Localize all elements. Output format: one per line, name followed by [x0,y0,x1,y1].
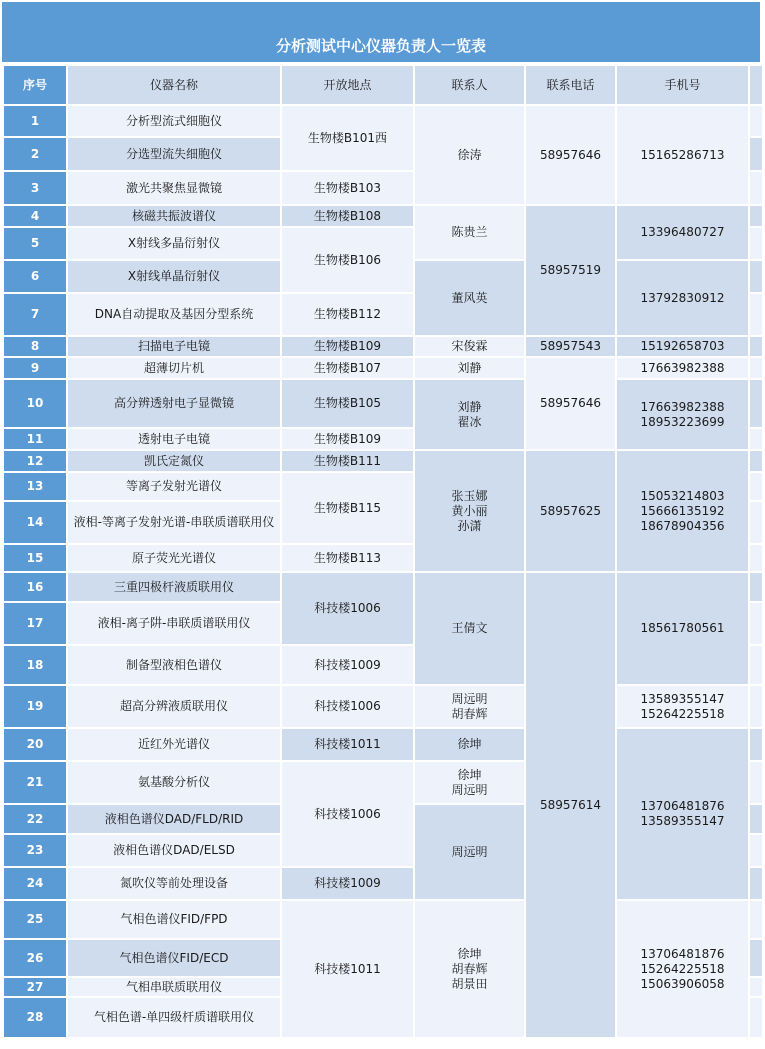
mobile-cell: 13706481876 15264225518 15063906058 [616,900,749,1038]
edge-cell [749,939,763,977]
location-cell: 生物楼B112 [281,293,414,336]
phone-cell: 58957646 [525,357,616,450]
location-cell: 科技楼1006 [281,685,414,728]
instrument-name: 制备型液相色谱仪 [67,645,281,685]
row-no: 19 [3,685,67,728]
table-row [3,450,763,472]
header-instrument: 仪器名称 [67,65,281,105]
table-row [3,379,763,428]
row-no: 12 [3,450,67,472]
edge-cell [749,900,763,939]
location-cell: 生物楼B115 [281,472,414,544]
instrument-name: X射线多晶衍射仪 [67,227,281,260]
instrument-name: 液相-等离子发射光谱-串联质谱联用仪 [67,501,281,544]
contact-cell: 王倩文 [414,572,525,685]
row-no: 7 [3,293,67,336]
row-no: 14 [3,501,67,544]
row-no: 15 [3,544,67,572]
contact-cell: 徐坤 胡春辉 胡景田 [414,900,525,1038]
instrument-name: 氨基酸分析仪 [67,761,281,804]
location-cell: 生物楼B101西 [281,105,414,171]
table-row [3,900,763,939]
instrument-name: 液相色谱仪DAD/ELSD [67,834,281,867]
table-row [3,105,763,137]
edge-cell [749,293,763,336]
table-row [3,336,763,357]
contact-cell: 周远明 [414,804,525,900]
row-no: 21 [3,761,67,804]
row-no: 28 [3,997,67,1038]
instrument-name: 气相色谱-单四级杆质谱联用仪 [67,997,281,1038]
contact-cell: 张玉娜 黄小丽 孙潇 [414,450,525,572]
instrument-name: 分选型流失细胞仪 [67,137,281,171]
contact-cell: 刘静 [414,357,525,379]
location-cell: 生物楼B105 [281,379,414,428]
row-no: 24 [3,867,67,900]
instrument-name: 激光共聚焦显微镜 [67,171,281,205]
mobile-cell: 15053214803 15666135192 18678904356 [616,450,749,572]
edge-cell [749,379,763,428]
row-no: 9 [3,357,67,379]
header-edge [749,65,763,105]
edge-cell [749,572,763,602]
row-no: 27 [3,977,67,997]
location-cell: 科技楼1006 [281,761,414,867]
contact-cell: 陈贵兰 [414,205,525,260]
location-cell: 生物楼B106 [281,227,414,293]
mobile-cell: 18561780561 [616,572,749,685]
phone-cell: 58957614 [525,572,616,1038]
row-no: 2 [3,137,67,171]
row-no: 8 [3,336,67,357]
table-row [3,572,763,602]
instrument-name: 等离子发射光谱仪 [67,472,281,501]
location-cell: 生物楼B113 [281,544,414,572]
edge-cell [749,834,763,867]
row-no: 10 [3,379,67,428]
mobile-cell: 13396480727 [616,205,749,260]
mobile-cell: 15192658703 [616,336,749,357]
instrument-name: 三重四极杆液质联用仪 [67,572,281,602]
instrument-name: 气相色谱仪FID/FPD [67,900,281,939]
contact-cell: 徐坤 周远明 [414,761,525,804]
row-no: 11 [3,428,67,450]
location-cell: 生物楼B103 [281,171,414,205]
instrument-name: 气相色谱仪FID/ECD [67,939,281,977]
edge-cell [749,728,763,761]
contact-cell: 徐涛 [414,105,525,205]
header-contact: 联系人 [414,65,525,105]
table-row [3,357,763,379]
header-row [3,65,763,105]
contact-cell: 宋俊霖 [414,336,525,357]
edge-cell [749,105,763,137]
header-mobile: 手机号 [616,65,749,105]
edge-cell [749,645,763,685]
row-no: 13 [3,472,67,501]
row-no: 18 [3,645,67,685]
contact-cell: 董风英 [414,260,525,336]
phone-cell: 58957543 [525,336,616,357]
location-cell: 生物楼B109 [281,336,414,357]
edge-cell [749,804,763,834]
edge-cell [749,260,763,293]
instrument-name: 液相-离子阱-串联质谱联用仪 [67,602,281,645]
row-no: 3 [3,171,67,205]
row-no: 25 [3,900,67,939]
edge-cell [749,336,763,357]
edge-cell [749,997,763,1038]
edge-cell [749,977,763,997]
instrument-name: DNA自动提取及基因分型系统 [67,293,281,336]
instrument-name: 气相串联质联用仪 [67,977,281,997]
row-no: 17 [3,602,67,645]
location-cell: 生物楼B107 [281,357,414,379]
instrument-name: 液相色谱仪DAD/FLD/RID [67,804,281,834]
edge-cell [749,472,763,501]
location-cell: 科技楼1011 [281,728,414,761]
row-no: 6 [3,260,67,293]
location-cell: 生物楼B111 [281,450,414,472]
instrument-table [2,64,764,1039]
location-cell: 科技楼1009 [281,645,414,685]
contact-cell: 刘静 翟冰 [414,379,525,450]
header-no: 序号 [3,65,67,105]
edge-cell [749,205,763,227]
table-row [3,685,763,728]
row-no: 1 [3,105,67,137]
location-cell: 科技楼1009 [281,867,414,900]
row-no: 5 [3,227,67,260]
table-row [3,728,763,761]
header-location: 开放地点 [281,65,414,105]
row-no: 4 [3,205,67,227]
edge-cell [749,602,763,645]
header-phone: 联系电话 [525,65,616,105]
contact-cell: 周远明 胡春辉 [414,685,525,728]
instrument-name: 透射电子电镜 [67,428,281,450]
row-no: 16 [3,572,67,602]
row-no: 23 [3,834,67,867]
mobile-cell: 13792830912 [616,260,749,336]
edge-cell [749,137,763,171]
edge-cell [749,761,763,804]
row-no: 22 [3,804,67,834]
instrument-name: 扫描电子电镜 [67,336,281,357]
phone-cell: 58957646 [525,105,616,205]
instrument-name: 分析型流式细胞仪 [67,105,281,137]
mobile-cell: 17663982388 18953223699 [616,379,749,450]
location-cell: 生物楼B108 [281,205,414,227]
edge-cell [749,685,763,728]
phone-cell: 58957519 [525,205,616,336]
instrument-name: 超高分辨液质联用仪 [67,685,281,728]
edge-cell [749,501,763,544]
row-no: 20 [3,728,67,761]
instrument-name: 氮吹仪等前处理设备 [67,867,281,900]
mobile-cell: 13706481876 13589355147 [616,728,749,900]
location-cell: 生物楼B109 [281,428,414,450]
table-title: 分析测试中心仪器负责人一览表 [2,2,760,62]
edge-cell [749,171,763,205]
edge-cell [749,227,763,260]
instrument-name: 近红外光谱仪 [67,728,281,761]
contact-cell: 徐坤 [414,728,525,761]
instrument-name: 凯氏定氮仪 [67,450,281,472]
instrument-name: 高分辨透射电子显微镜 [67,379,281,428]
instrument-name: 核磁共振波谱仪 [67,205,281,227]
instrument-name: 超薄切片机 [67,357,281,379]
phone-cell: 58957625 [525,450,616,572]
edge-cell [749,867,763,900]
edge-cell [749,357,763,379]
location-cell: 科技楼1011 [281,900,414,1038]
location-cell: 科技楼1006 [281,572,414,645]
edge-cell [749,428,763,450]
instrument-name: 原子荧光光谱仪 [67,544,281,572]
mobile-cell: 15165286713 [616,105,749,205]
row-no: 26 [3,939,67,977]
table-row [3,205,763,227]
edge-cell [749,544,763,572]
edge-cell [749,450,763,472]
instrument-name: X射线单晶衍射仪 [67,260,281,293]
mobile-cell: 17663982388 [616,357,749,379]
mobile-cell: 13589355147 15264225518 [616,685,749,728]
